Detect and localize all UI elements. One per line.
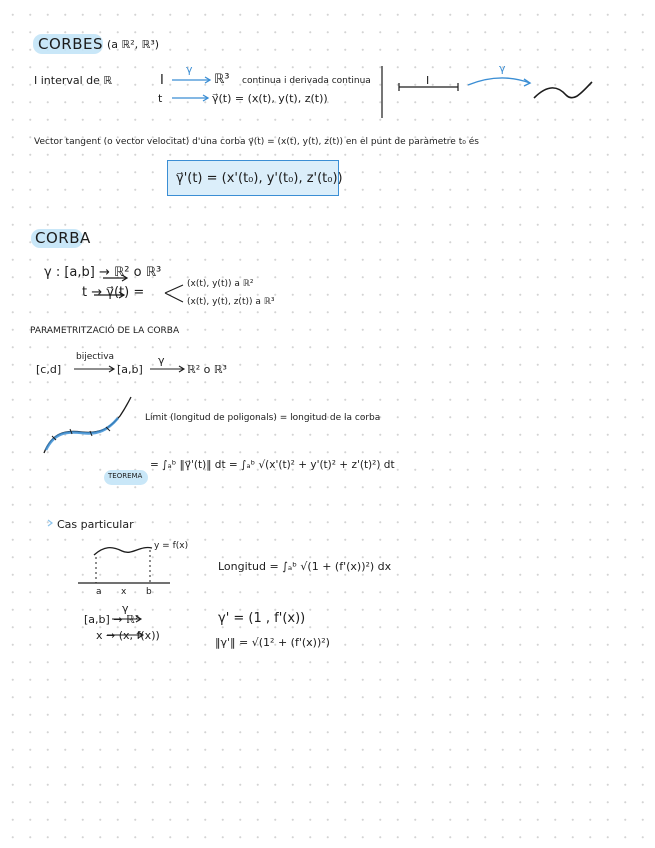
particular-map-1: [a,b] → ℝ² xyxy=(84,613,140,626)
param-title: PARAMETRITZACIÓ DE LA CORBA xyxy=(30,326,180,336)
gamma-of-t: γ⃗(t) = (x(t), y(t), z(t)) xyxy=(212,92,328,105)
tangent-definition: Vector tangent (o vector velocitat) d'una corba γ⃗(t) = (x(t), y(t), z(t)) en el punt de paràmetre t₀ és xyxy=(34,137,479,147)
param-arrow-bijective xyxy=(74,366,114,372)
interval-label: I interval de ℝ xyxy=(34,74,113,87)
corba-option-r2: (x(t), y(t)) a ℝ² xyxy=(187,279,254,289)
param-ab: [a,b] xyxy=(117,363,143,376)
arc-length-formula: = ∫ₐᵇ ‖γ⃗'(t)‖ dt = ∫ₐᵇ √(x'(t)² + y'(t)² + z'(t)²) dt xyxy=(150,459,395,471)
param-cd: [c,d] xyxy=(36,363,62,376)
particular-derivative: γ' = (1 , f'(x)) xyxy=(218,611,306,626)
map-domain-I: I xyxy=(160,73,164,88)
section-title-corba: CORBA xyxy=(35,229,91,247)
section-title-corbes: CORBES xyxy=(38,35,103,53)
map-gamma-label: γ xyxy=(186,63,193,76)
axis-label-a: a xyxy=(96,587,102,597)
particular-bullet xyxy=(48,520,52,526)
param-target: ℝ² o ℝ³ xyxy=(187,363,227,376)
corba-option-r3: (x(t), y(t), z(t)) a ℝ³ xyxy=(187,297,275,307)
curve-label: y = f(x) xyxy=(154,541,189,551)
limit-text: Límit (longitud de poligonals) = longitud de la corba xyxy=(145,413,381,423)
particular-arrow-2 xyxy=(107,632,143,638)
axis-label-x: x xyxy=(121,587,127,597)
side-curve xyxy=(534,82,592,98)
particular-title: Cas particular xyxy=(57,518,134,531)
map-arrow-1 xyxy=(172,77,210,83)
particular-arrow-1 xyxy=(112,616,141,622)
poly-curve xyxy=(44,397,131,453)
corba-arrow-1 xyxy=(103,275,127,281)
particular-length-formula: Longitud = ∫ₐᵇ √(1 + (f'(x))²) dx xyxy=(218,560,392,573)
axis-label-b: b xyxy=(146,587,152,597)
teorema-label: TEOREMA xyxy=(108,472,143,480)
tangent-formula: γ⃗'(t) = (x'(t₀), y'(t₀), z'(t₀)) xyxy=(176,171,343,186)
param-arrow-gamma xyxy=(150,366,184,372)
section-title-subtitle: (a ℝ², ℝ³) xyxy=(107,38,160,51)
corba-arrow-2 xyxy=(94,292,124,298)
continuity-note: continua i derivada continua xyxy=(242,76,371,86)
map-codomain-R3: ℝ³ xyxy=(214,72,230,87)
particular-norm: ‖γ'‖ = √(1² + (f'(x))²) xyxy=(215,636,330,649)
particular-map-gamma: γ xyxy=(122,602,129,615)
map-arrow-2 xyxy=(172,95,208,101)
side-diagram-gamma: γ xyxy=(499,62,506,75)
poly-curve-blue xyxy=(46,418,118,450)
corba-t-line: t → γ⃗(t) = xyxy=(82,285,145,300)
particular-map-2: x → (x, f(x)) xyxy=(96,629,160,642)
corba-split-lines xyxy=(165,285,183,302)
side-gamma-arrow xyxy=(468,78,530,85)
side-diagram-I: I xyxy=(426,74,430,87)
corba-map-line: γ : [a,b] → ℝ² o ℝ³ xyxy=(44,265,162,280)
param-bijective: bijectiva xyxy=(76,352,115,362)
map-variable-t: t xyxy=(158,92,163,105)
side-interval-segment xyxy=(399,83,458,91)
particular-function-curve xyxy=(94,547,152,555)
param-gamma: γ xyxy=(158,354,165,367)
